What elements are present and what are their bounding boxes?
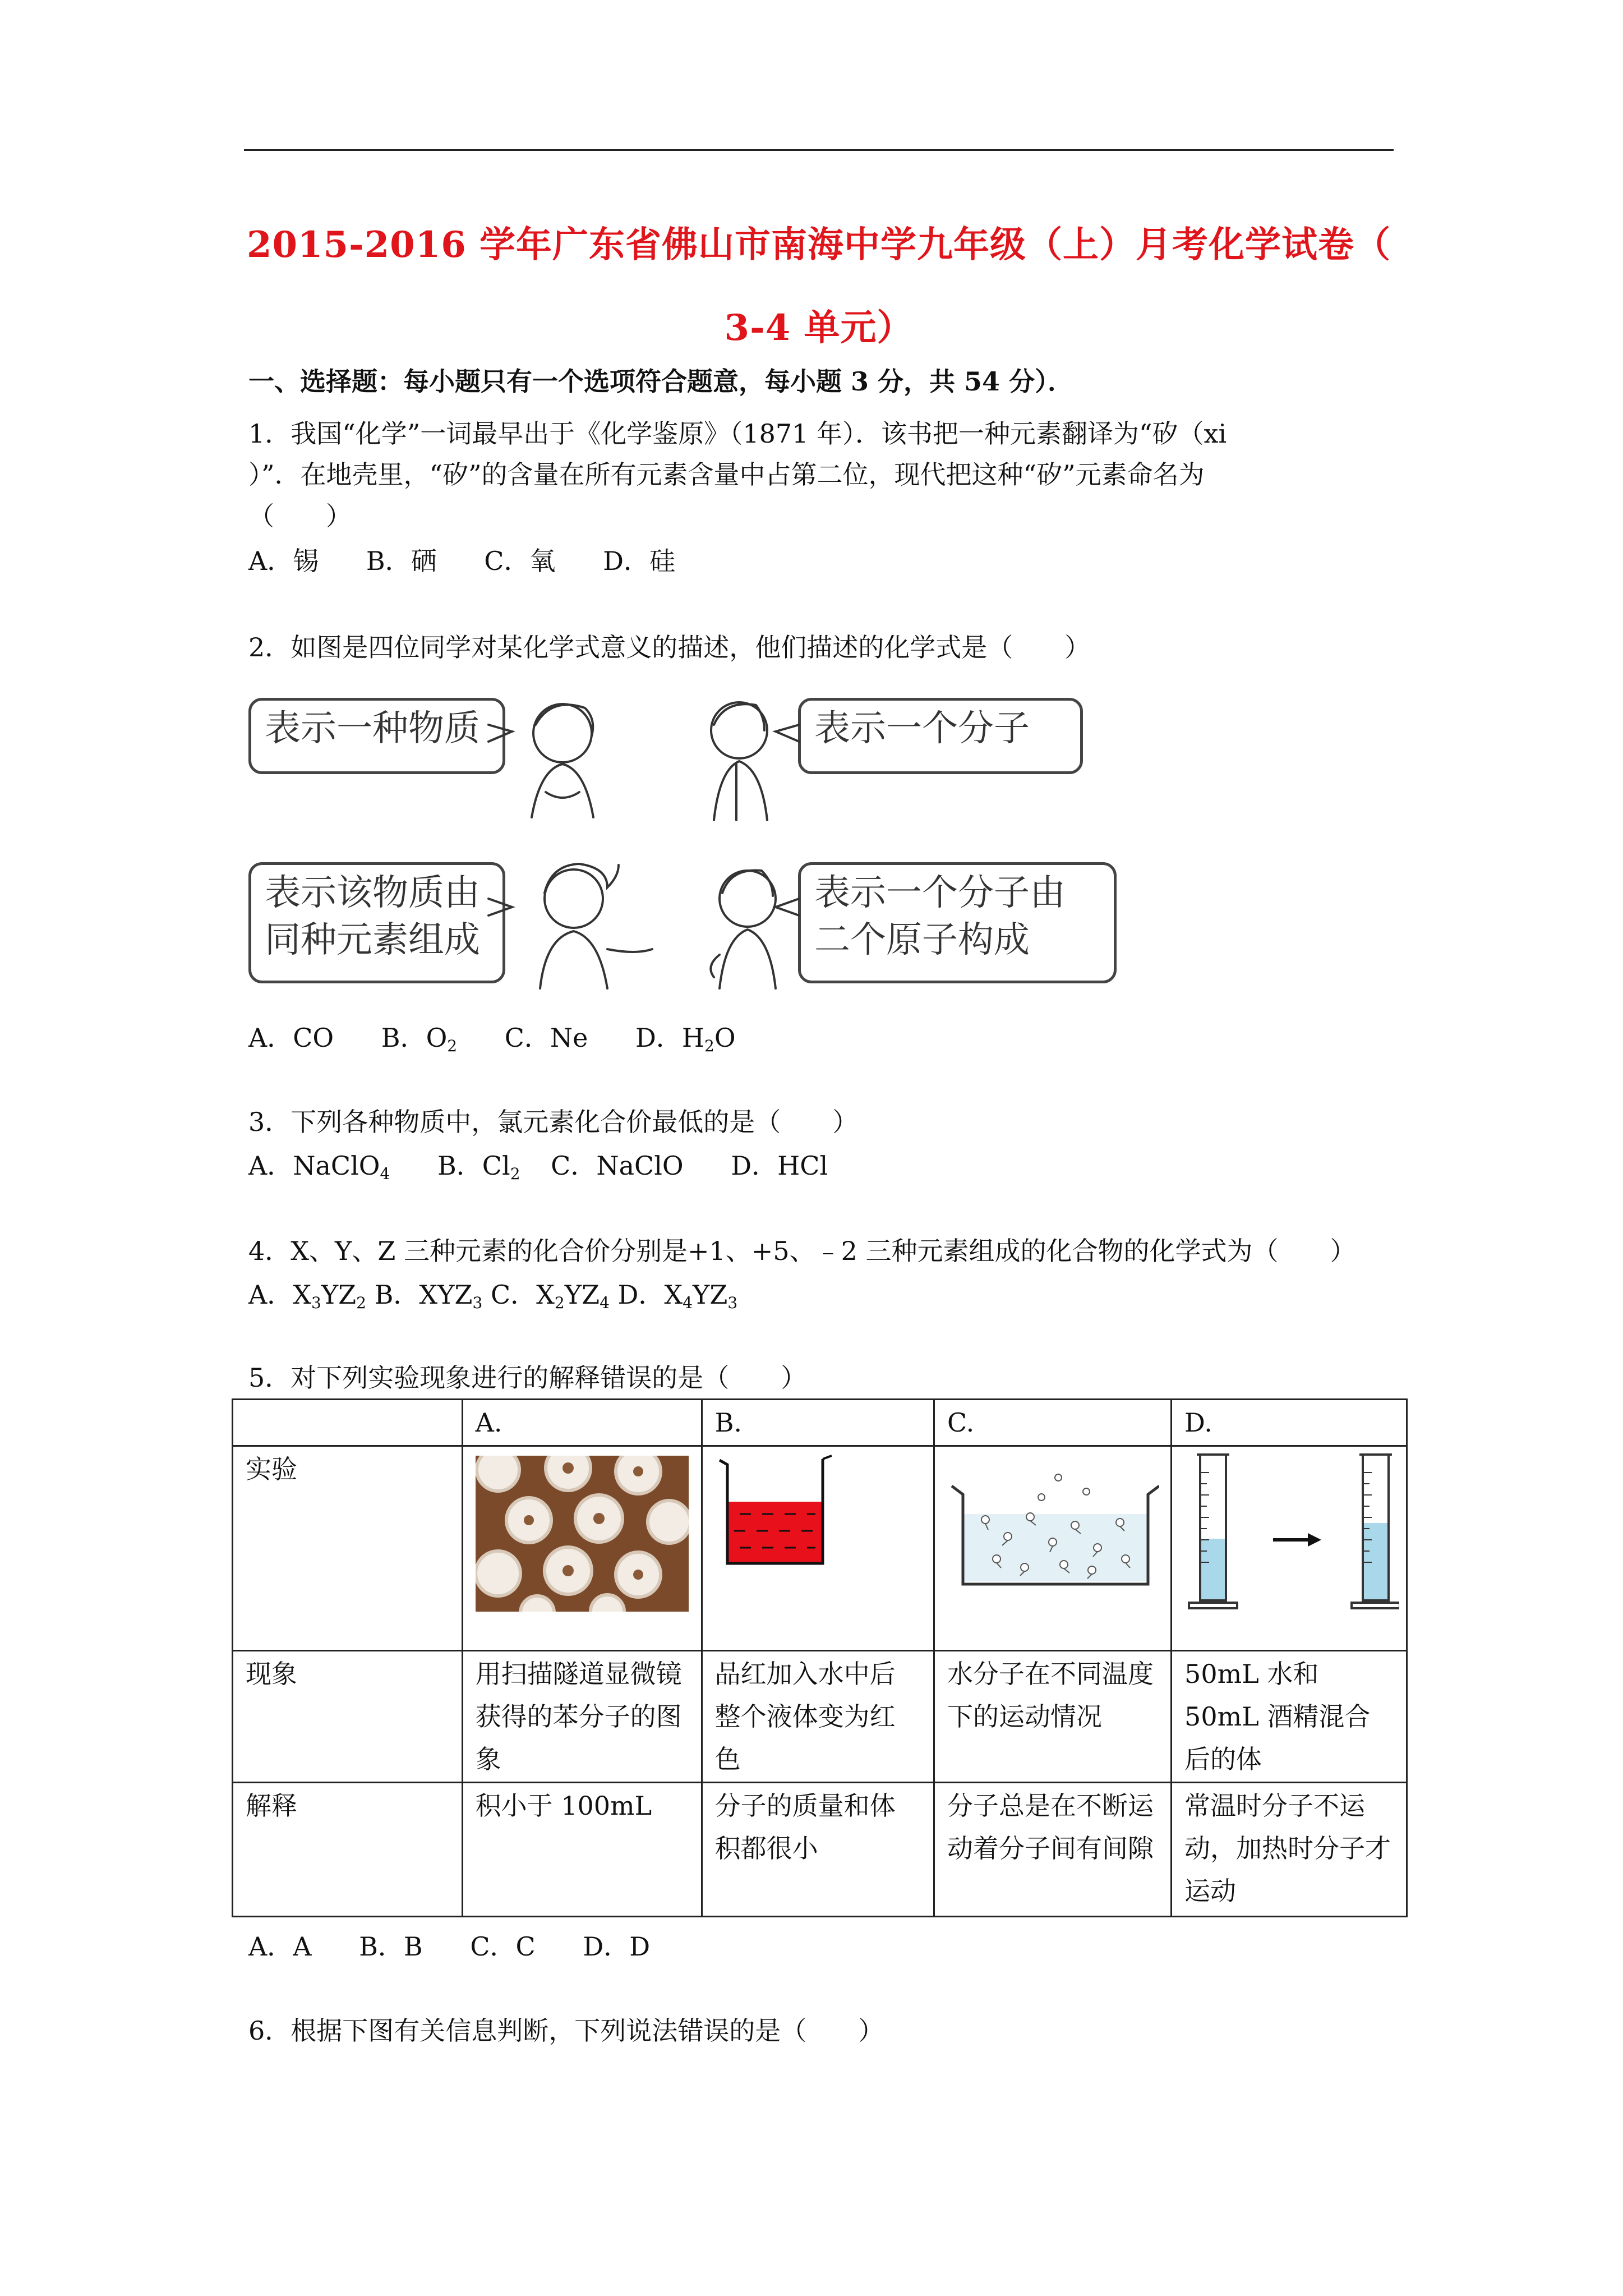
explanation-label: 解释	[233, 1783, 463, 1917]
q4-d-1: D．X	[617, 1280, 683, 1310]
bubble-2-text: 表示一个分子	[814, 708, 1030, 749]
section-heading: 一、选择题：每小题只有一个选项符合题意，每小题 3 分，共 54 分）．	[248, 366, 1074, 397]
q1-stem-line2: ）”．在地壳里，“矽”的含量在所有元素含量中占第二位，现代把这种“矽”元素命名为	[248, 459, 1205, 490]
water-molecules-trough	[946, 1464, 1159, 1593]
q2-options	[248, 1021, 775, 1063]
phenomenon-cell-b: 品红加入水中后整个液体变为红色	[702, 1651, 934, 1783]
experiment-cell-d	[1172, 1446, 1407, 1651]
q4-c-sub2: 4	[600, 1294, 610, 1312]
header-rule	[244, 149, 1394, 151]
q1-option-b[interactable]: B．硒	[366, 546, 437, 576]
explanation-cell-a: 积小于 100mL	[462, 1783, 702, 1917]
q4-d-sub2: 3	[727, 1294, 738, 1312]
q5-option-b[interactable]: B．B	[359, 1931, 423, 1962]
bubble-3-text-1: 表示该物质由	[265, 872, 480, 914]
q4-b-1: B．XYZ	[374, 1280, 473, 1310]
q4-a-sub2: 2	[356, 1294, 366, 1312]
q3-option-b-sub: 2	[510, 1165, 520, 1183]
table-row	[233, 1783, 1407, 1917]
q5-option-c[interactable]: C．C	[470, 1931, 536, 1962]
q2-option-b[interactable]	[381, 1021, 457, 1063]
bubble-4-text-2: 二个原子构成	[814, 919, 1030, 961]
table-row	[233, 1400, 1407, 1446]
q2-stem: 2．如图是四位同学对某化学式意义的描述，他们描述的化学式是（ ）	[248, 632, 1091, 662]
exam-title-line2: 3-4 单元）	[724, 307, 914, 349]
phenomenon-cell-c: 水分子在不同温度下的运动情况	[934, 1651, 1172, 1783]
q6-stem: 6．根据下图有关信息判断，下列说法错误的是（ ）	[248, 2016, 884, 2046]
students-illustration	[248, 685, 1112, 1000]
q2-option-b-text: B．O	[381, 1023, 448, 1053]
q3-stem: 3．下列各种物质中，氯元素化合价最低的是（ ）	[248, 1107, 859, 1137]
q5-stem: 5．对下列实验现象进行的解释错误的是（ ）	[248, 1363, 807, 1393]
q3-option-b-text: B．Cl	[437, 1151, 510, 1181]
bubble-4-text-1: 表示一个分子由	[814, 872, 1066, 914]
q5-options	[248, 1930, 689, 1963]
q3-options	[248, 1149, 867, 1191]
table-row	[233, 1446, 1407, 1651]
q2-option-d-text-2: O	[714, 1023, 736, 1053]
header-cell-empty	[233, 1400, 463, 1446]
q3-option-a[interactable]	[248, 1149, 390, 1191]
header-cell-c: C.	[934, 1400, 1172, 1446]
table-row	[233, 1651, 1407, 1783]
q4-b-sub1: 3	[472, 1294, 483, 1312]
q3-option-d[interactable]: D．HCl	[731, 1151, 828, 1181]
q2-option-b-sub: 2	[447, 1037, 458, 1055]
exam-title-line1: 2015-2016 学年广东省佛山市南海中学九年级（上）月考化学试卷（	[246, 224, 1391, 266]
q1-stem-line1: 1．我国“化学”一词最早出于《化学鉴原》（1871 年）．该书把一种元素翻译为“矽（xi	[248, 418, 1227, 449]
q4-options	[248, 1278, 737, 1320]
header-cell-a: A.	[462, 1400, 702, 1446]
q1-option-d[interactable]: D．硅	[603, 546, 676, 576]
q2-option-d[interactable]	[635, 1021, 736, 1063]
q3-option-c[interactable]: C．NaClO	[551, 1151, 684, 1181]
q2-option-d-text: D．H	[635, 1023, 705, 1053]
q3-option-b[interactable]	[437, 1149, 520, 1191]
q1-options	[248, 544, 714, 578]
q2-figure	[248, 685, 1112, 1000]
q1-stem-line3: （ ）	[248, 501, 352, 531]
q1-option-a[interactable]: A．锡	[248, 546, 319, 576]
experiment-label: 实验	[233, 1446, 463, 1651]
q4-option-a[interactable]	[248, 1280, 366, 1310]
beaker-icon	[712, 1452, 846, 1570]
experiment-cell-c	[934, 1446, 1172, 1651]
q3-option-a-text: A．NaClO	[248, 1151, 380, 1181]
experiment-cell-b	[702, 1446, 934, 1651]
q2-option-a[interactable]: A．CO	[248, 1023, 334, 1053]
q4-c-sub1: 2	[554, 1294, 565, 1312]
q4-a-sub1: 3	[311, 1294, 321, 1312]
q4-option-c[interactable]	[491, 1280, 610, 1310]
experiment-cell-a	[462, 1446, 702, 1651]
bubble-1-text: 表示一种物质	[265, 708, 480, 749]
phenomenon-cell-a: 用扫描隧道显微镜获得的苯分子的图象	[462, 1651, 702, 1783]
q4-a-1: A．X	[248, 1280, 311, 1310]
explanation-cell-b: 分子的质量和体积都很小	[702, 1783, 934, 1917]
q2-option-d-sub: 2	[704, 1037, 714, 1055]
phenomenon-cell-d: 50mL 水和 50mL 酒精混合后的体	[1172, 1651, 1407, 1783]
q2-option-c[interactable]: C．Ne	[504, 1023, 588, 1053]
q5-option-a[interactable]: A．A	[248, 1931, 312, 1962]
q5-table	[232, 1398, 1408, 1917]
q4-a-2: YZ	[321, 1280, 357, 1310]
phenomenon-label: 现象	[233, 1651, 463, 1783]
q3-option-a-sub: 4	[380, 1165, 390, 1183]
q4-c-2: YZ	[564, 1280, 600, 1310]
q4-d-2: YZ	[692, 1280, 728, 1310]
q1-option-c[interactable]: C．氧	[484, 546, 556, 576]
bubble-3-text-2: 同种元素组成	[265, 919, 480, 961]
graduated-cylinders	[1178, 1450, 1399, 1618]
q5-option-d[interactable]: D．D	[583, 1931, 651, 1962]
explanation-cell-d: 常温时分子不运动，加热时分子才运动	[1172, 1783, 1407, 1917]
q4-option-d[interactable]	[618, 1280, 738, 1310]
q4-d-sub1: 4	[683, 1294, 693, 1312]
q4-stem: 4．X、Y、Z 三种元素的化合价分别是+1、+5、﹣2 三种元素组成的化合物的化学式为（ ）	[248, 1236, 1356, 1266]
explanation-cell-c: 分子总是在不断运动着分子间有间隙	[934, 1783, 1172, 1917]
q4-c-1: C．X	[490, 1280, 555, 1310]
q4-option-b[interactable]	[375, 1280, 483, 1310]
benzene-stm-image	[476, 1456, 689, 1612]
header-cell-d: D.	[1172, 1400, 1407, 1446]
header-cell-b: B.	[702, 1400, 934, 1446]
